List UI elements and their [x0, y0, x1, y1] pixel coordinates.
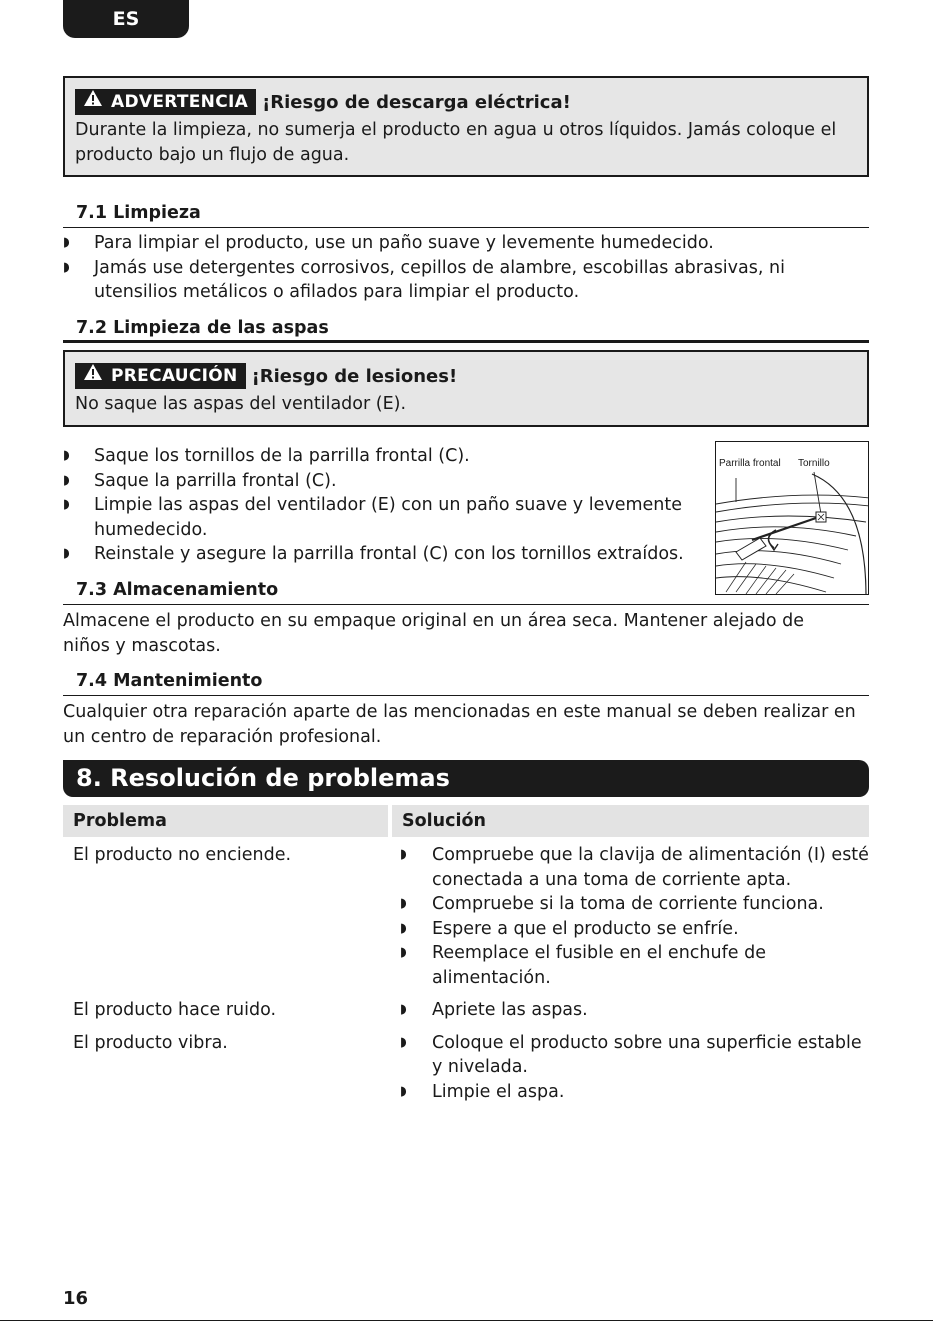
list-item: ◗ Reemplace el fusible en el enchufe de alimentación. [400, 943, 766, 988]
table-header [63, 805, 869, 837]
page-number: 16 [63, 1288, 89, 1309]
column-header-solution: Solución [392, 805, 869, 837]
language-tab: ES [63, 0, 189, 38]
bullet-icon: ◗ [63, 472, 70, 488]
list-item: ◗ Saque los tornillos de la parrilla frontal (C). [63, 444, 705, 469]
list-item: ◗ Compruebe que la clavija de alimentación (I) esté conectada a una toma de corriente apta. [400, 845, 869, 890]
caution-box [63, 350, 869, 427]
bullet-icon: ◗ [400, 1002, 407, 1017]
list-item: ◗ Reinstale y asegure la parrilla frontal (C) con los tornillos extraídos. [63, 542, 705, 567]
bullet-icon: ◗ [63, 497, 70, 512]
bullet-icon: ◗ [400, 945, 407, 960]
section-heading-7-2: 7.2 Limpieza de las aspas [63, 317, 869, 343]
table-row [63, 843, 869, 990]
warning-text: Durante la limpieza, no sumerja el producto en agua u otros líquidos. Jamás coloque el producto bajo un flujo de agua. [75, 120, 837, 165]
warning-box [63, 76, 869, 177]
bullet-icon: ◗ [63, 448, 70, 463]
section-heading-7-1: 7.1 Limpieza [63, 202, 869, 228]
maintenance-text: Cualquier otra reparación aparte de las mencionadas en este manual se deben realizar en un centro de reparación profesional. [63, 702, 856, 747]
page-bottom-rule [0, 1320, 933, 1321]
caution-badge [75, 363, 246, 389]
bullet-icon: ◗ [400, 920, 407, 936]
list-item: ◗ Espere a que el producto se enfríe. [392, 917, 869, 942]
table-row [63, 998, 869, 1023]
solution-cell [392, 1031, 869, 1105]
caution-text: No saque las aspas del ventilador (E). [75, 394, 407, 414]
solution-cell [392, 998, 869, 1023]
list-item: ◗ Para limpiar el producto, use un paño suave y levemente humedecido. [63, 231, 843, 256]
column-header-problem: Problema [63, 805, 388, 837]
list-item: ◗ Coloque el producto sobre una superficie estable y nivelada. [400, 1032, 862, 1077]
list-item: ◗ Limpie las aspas del ventilador (E) con un paño suave y levemente humedecido. [63, 495, 682, 540]
bullet-icon: ◗ [400, 1083, 407, 1099]
list-item: ◗ Limpie el aspa. [392, 1080, 869, 1105]
bullet-icon: ◗ [63, 546, 70, 561]
caution-title: ¡Riesgo de lesiones! [251, 365, 458, 387]
storage-text: Almacene el producto en su empaque original en un área seca. Mantener alejado de niños y mascotas. [63, 611, 804, 656]
list-item: ◗ Saque la parrilla frontal (C). [63, 469, 705, 494]
list-item: ◗ Jamás use detergentes corrosivos, cepillos de alambre, escobillas abrasivas, ni utensilios metálicos o afilados para limpiar el producto. [63, 257, 785, 302]
figure-label-screw: Tornillo [798, 458, 830, 469]
solution-cell [392, 843, 869, 990]
table-row [63, 1031, 869, 1105]
warning-title: ¡Riesgo de descarga eléctrica! [262, 91, 571, 113]
bullet-icon: ◗ [63, 259, 70, 275]
warning-badge-label: ADVERTENCIA [111, 92, 249, 112]
list-item: ◗ Apriete las aspas. [392, 998, 869, 1023]
caution-badge-label: PRECAUCIÓN [111, 366, 238, 386]
problem-cell: El producto no enciende. [73, 845, 292, 865]
chapter-title: 8. Resolución de problemas [63, 760, 869, 797]
bullet-icon: ◗ [63, 235, 70, 250]
fan-grill-drawing [716, 442, 869, 595]
cleaning-list [63, 231, 843, 305]
figure-label-grill: Parrilla frontal [719, 458, 781, 469]
section-heading-7-3: 7.3 Almacenamiento [63, 579, 869, 605]
bullet-icon: ◗ [400, 896, 407, 911]
problem-cell: El producto vibra. [73, 1032, 228, 1053]
section-heading-7-4: 7.4 Mantenimiento [63, 670, 869, 696]
bullet-icon: ◗ [400, 1034, 407, 1050]
list-item: ◗ Compruebe si la toma de corriente funciona. [392, 892, 869, 917]
problem-cell: El producto hace ruido. [73, 1000, 277, 1020]
warning-badge [75, 89, 256, 115]
warning-triangle-icon [83, 363, 103, 389]
bullet-icon: ◗ [400, 847, 407, 862]
warning-triangle-icon [83, 89, 103, 115]
blade-cleaning-list [63, 444, 705, 567]
troubleshooting-table [63, 805, 869, 1104]
grill-screw-illustration [715, 441, 869, 595]
